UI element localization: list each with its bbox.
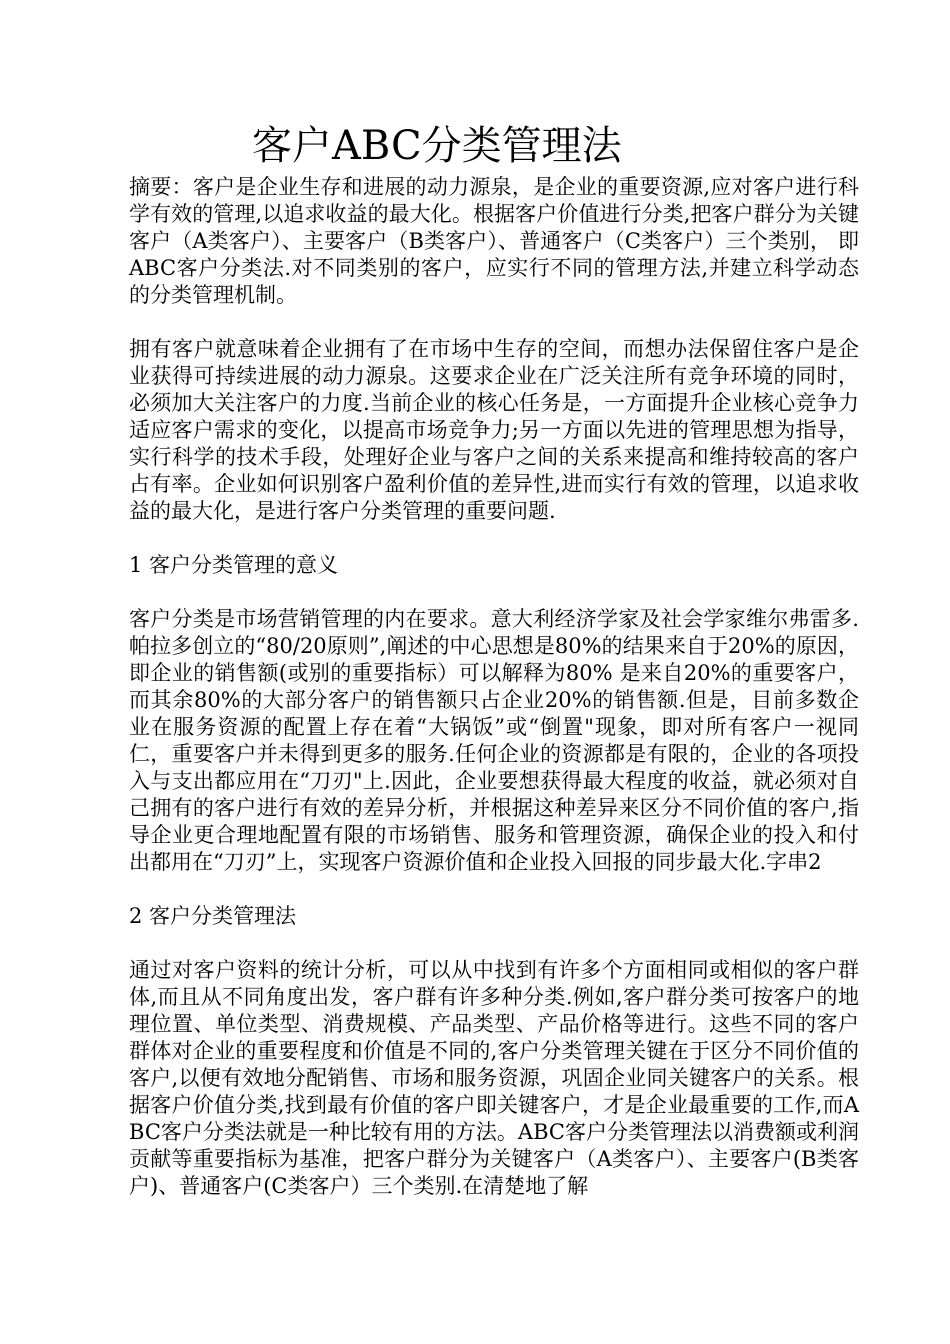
intro-paragraph: 拥有客户就意味着企业拥有了在市场中生存的空间，而想办法保留住客户是企业获得可持续进展的动力源泉。这要求企业在广泛关注所有竞争环境的同时，必须加大关注客户的力度.当前企业的核心任务是，一方面提升企业核心竞争力适应客户需求的变化，以提高市场竞争力;另一方面以先进的管理思想为指导，实行科学的技术手段，处理好企业与客户之间的关系来提高和维持较高的客户占有率。企业如何识别客户盈利价值的差异性,进而实行有效的管理，以追求收益的最大化，是进行客户分类管理的重要问题. bbox=[129, 337, 859, 523]
paragraph-spacer bbox=[129, 876, 859, 903]
paragraph-spacer bbox=[129, 525, 859, 552]
abstract-paragraph: 摘要：客户是企业生存和进展的动力源泉，是企业的重要资源,应对客户进行科学有效的管理,以追求收益的最大化。根据客户价值进行分类,把客户群分为关键客户（A类客户）、主要客户（B类客户）、普通客户（C类客户）三个类别， 即ABC客户分类法.对不同类别的客户，应实行不同的管理方法,并建立科学动态的分类管理机制。 bbox=[129, 175, 859, 307]
section-1-heading: 1 客户分类管理的意义 bbox=[129, 553, 339, 577]
section-1-paragraph: 客户分类是市场营销管理的内在要求。意大利经济学家及社会学家维尔弗雷多.帕拉多创立的“80/20原则”,阐述的中心思想是80%的结果来自于20%的原因，即企业的销售额(或别的重要指标）可以解释为80% 是来自20%的重要客户，而其余80%的大部分客户的销售额只占企业20%的销售额.但是，目前多数企业在服务资源的配置上存在着“大锅饭”或“倒置"现象，即对所有客户一视同仁，重要客户并未得到更多的服务.任何企业的资源都是有限的，企业的各项投入与支出都应用在“刀刃"上.因此，企业要想获得最大程度的收益，就必须对自己拥有的客户进行有效的差异分析，并根据这种差异来区分不同价值的客户,指导企业更合理地配置有限的市场销售、服务和管理资源，确保企业的投入和付出都用在“刀刃”上，实现客户资源价值和企业投入回报的同步最大化.字串2 bbox=[129, 607, 859, 874]
paragraph-spacer bbox=[129, 930, 859, 957]
paragraph-spacer bbox=[129, 309, 859, 336]
document-body bbox=[129, 174, 859, 1200]
section-2-heading: 2 客户分类管理法 bbox=[129, 904, 297, 928]
section-2-paragraph: 通过对客户资料的统计分析，可以从中找到有许多个方面相同或相似的客户群体,而且从不同角度出发，客户群有许多种分类.例如,客户群分类可按客户的地理位置、单位类型、消费规模、产品类型、产品价格等进行。这些不同的客户群体对企业的重要程度和价值是不同的,客户分类管理关键在于区分不同价值的客户,以便有效地分配销售、市场和服务资源，巩固企业同关键客户的关系。根据客户价值分类,找到最有价值的客户即关键客户，才是企业最重要的工作,而ABC客户分类法就是一种比较有用的方法。ABC客户分类管理法以消费额或利润贡献等重要指标为基准，把客户群分为关键客户（A类客户）、主要客户(B类客户)、普通客户(C类客户）三个类别.在清楚地了解 bbox=[129, 958, 859, 1198]
document-title: 客户ABC分类管理法 bbox=[252, 123, 622, 169]
paragraph-spacer bbox=[129, 579, 859, 606]
